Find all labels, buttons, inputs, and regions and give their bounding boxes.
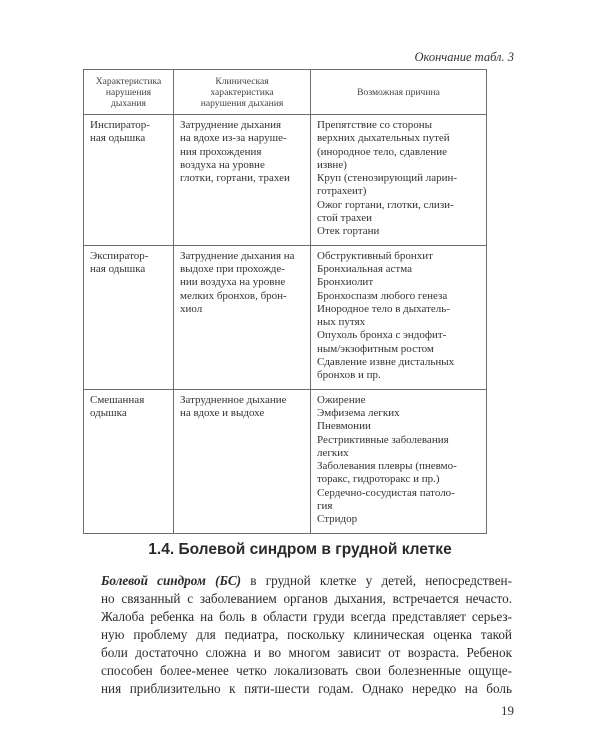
cell-line: Ожирение	[317, 393, 366, 406]
cell-line: на вдохе и выдохе	[180, 406, 265, 419]
header-clinical	[174, 70, 311, 115]
table-row	[84, 245, 487, 389]
cell-line: Пневмонии	[317, 420, 371, 433]
cell-line: ных путях	[317, 316, 366, 329]
cell-line: готрахеит)	[317, 185, 367, 198]
cell-line: одышка	[90, 406, 127, 419]
cell-possible-cause	[311, 389, 487, 533]
body-paragraph	[101, 572, 512, 698]
page-number: 19	[501, 703, 514, 718]
cell-line: Круп (стенозирующий ларин-	[317, 172, 458, 185]
cell-possible-cause	[311, 115, 487, 246]
header-line: нарушения дыхания	[200, 97, 284, 109]
paragraph-line: способен более-менее четко локализовать свои болезненные ощуще-	[101, 663, 512, 678]
cell-line: ным/экзофитным ростом	[317, 342, 434, 355]
cell-line: хиол	[180, 302, 203, 315]
cell-line: Бронхиолит	[317, 276, 374, 289]
cell-possible-cause	[311, 245, 487, 389]
cell-clinical-description	[174, 245, 311, 389]
cell-line: выдохе при прохожде-	[180, 262, 285, 275]
cell-line: Бронхиальная астма	[317, 262, 412, 275]
cell-line: на вдохе из-за наруше-	[180, 132, 287, 145]
term-bold-italic: Болевой синдром (БС)	[101, 573, 242, 588]
cell-line: ная одышка	[90, 132, 146, 145]
cell-line: Инспиратор-	[90, 119, 150, 131]
cell-line: Экспиратор-	[90, 249, 149, 262]
section-title: 1.4. Болевой синдром в грудной клетке	[148, 541, 452, 558]
header-line: характеристика	[210, 86, 274, 98]
cell-line: Ожог гортани, глотки, слизи-	[317, 198, 454, 211]
cell-line: воздуха на уровне	[180, 158, 265, 171]
header-line: Возможная причина	[357, 86, 440, 98]
cell-line: Бронхоспазм любого генеза	[317, 289, 448, 302]
cell-line: легких	[317, 446, 349, 459]
table-row	[84, 389, 487, 533]
paragraph-line: Жалоба ребенка на боль в области груди всегда представляет серьез-	[101, 609, 512, 624]
cell-line: глотки, гортани, трахеи	[180, 172, 290, 185]
header-cause	[311, 70, 487, 115]
cell-line: Затруднение дыхания	[180, 119, 282, 131]
header-line: дыхания	[111, 97, 146, 109]
paragraph-line: ния приблизительно к пяти-шести годам. Однако нередко на боль	[101, 681, 512, 696]
cell-line: бронхов и пр.	[317, 369, 381, 382]
cell-line: (инородное тело, сдавление	[317, 145, 447, 158]
cell-line: гия	[317, 500, 333, 513]
header-characteristic	[84, 70, 174, 115]
cell-breathing-type	[84, 389, 174, 533]
cell-line: Смешанная	[90, 393, 145, 406]
paragraph-line: ную проблему для педиатра, поскольку клиническая оценка такой	[101, 627, 512, 642]
cell-line: торакс, гидроторакс и пр.)	[317, 473, 440, 486]
cell-line: Обструктивный бронхит	[317, 249, 433, 262]
paragraph-line: боли достаточно сложна и во многом зависит от возраста. Ребенок	[101, 645, 512, 660]
cell-line: Затрудненное дыхание	[180, 393, 287, 406]
cell-clinical-description	[174, 389, 311, 533]
cell-line: Эмфизема легких	[317, 406, 400, 419]
causes-table	[83, 69, 487, 534]
table-header-row	[84, 70, 487, 115]
cell-line: Заболевания плевры (пневмо-	[317, 460, 457, 473]
cell-line: ная одышка	[90, 262, 146, 275]
paragraph-line: но связанный с заболеванием органов дыхания, встречается нечасто.	[101, 591, 512, 606]
cell-line: извне)	[317, 158, 347, 171]
table-caption: Окончание табл. 3	[414, 50, 514, 64]
paragraph-line	[101, 572, 512, 590]
cell-line: ния прохождения	[180, 145, 262, 158]
cell-line: Отек гортани	[317, 225, 380, 238]
cell-line: Сдавление извне дистальных	[317, 356, 455, 369]
cell-line: мелких бронхов, брон-	[180, 289, 287, 302]
cell-breathing-type	[84, 115, 174, 246]
cell-line: Препятствие со стороны	[317, 119, 433, 131]
cell-line: стой трахеи	[317, 212, 372, 225]
cell-breathing-type	[84, 245, 174, 389]
cell-line: Опухоль бронха с эндофит-	[317, 329, 447, 342]
header-line: Характеристика	[95, 75, 162, 87]
cell-line: нии воздуха на уровне	[180, 276, 286, 289]
cell-line: Стридор	[317, 513, 358, 526]
cell-clinical-description	[174, 115, 311, 246]
cell-line: Инородное тело в дыхатель-	[317, 302, 450, 315]
cell-line: Затруднение дыхания на	[180, 249, 295, 262]
paragraph-text: в грудной клетке у детей, непосредствен-	[241, 573, 512, 588]
cell-line: верхних дыхательных путей	[317, 132, 450, 145]
header-line: Клиническая	[215, 75, 269, 87]
header-line: нарушения	[105, 86, 152, 98]
cell-line: Рестриктивные заболевания	[317, 433, 449, 446]
table-row	[84, 115, 487, 246]
cell-line: Сердечно-сосудистая патоло-	[317, 486, 455, 499]
